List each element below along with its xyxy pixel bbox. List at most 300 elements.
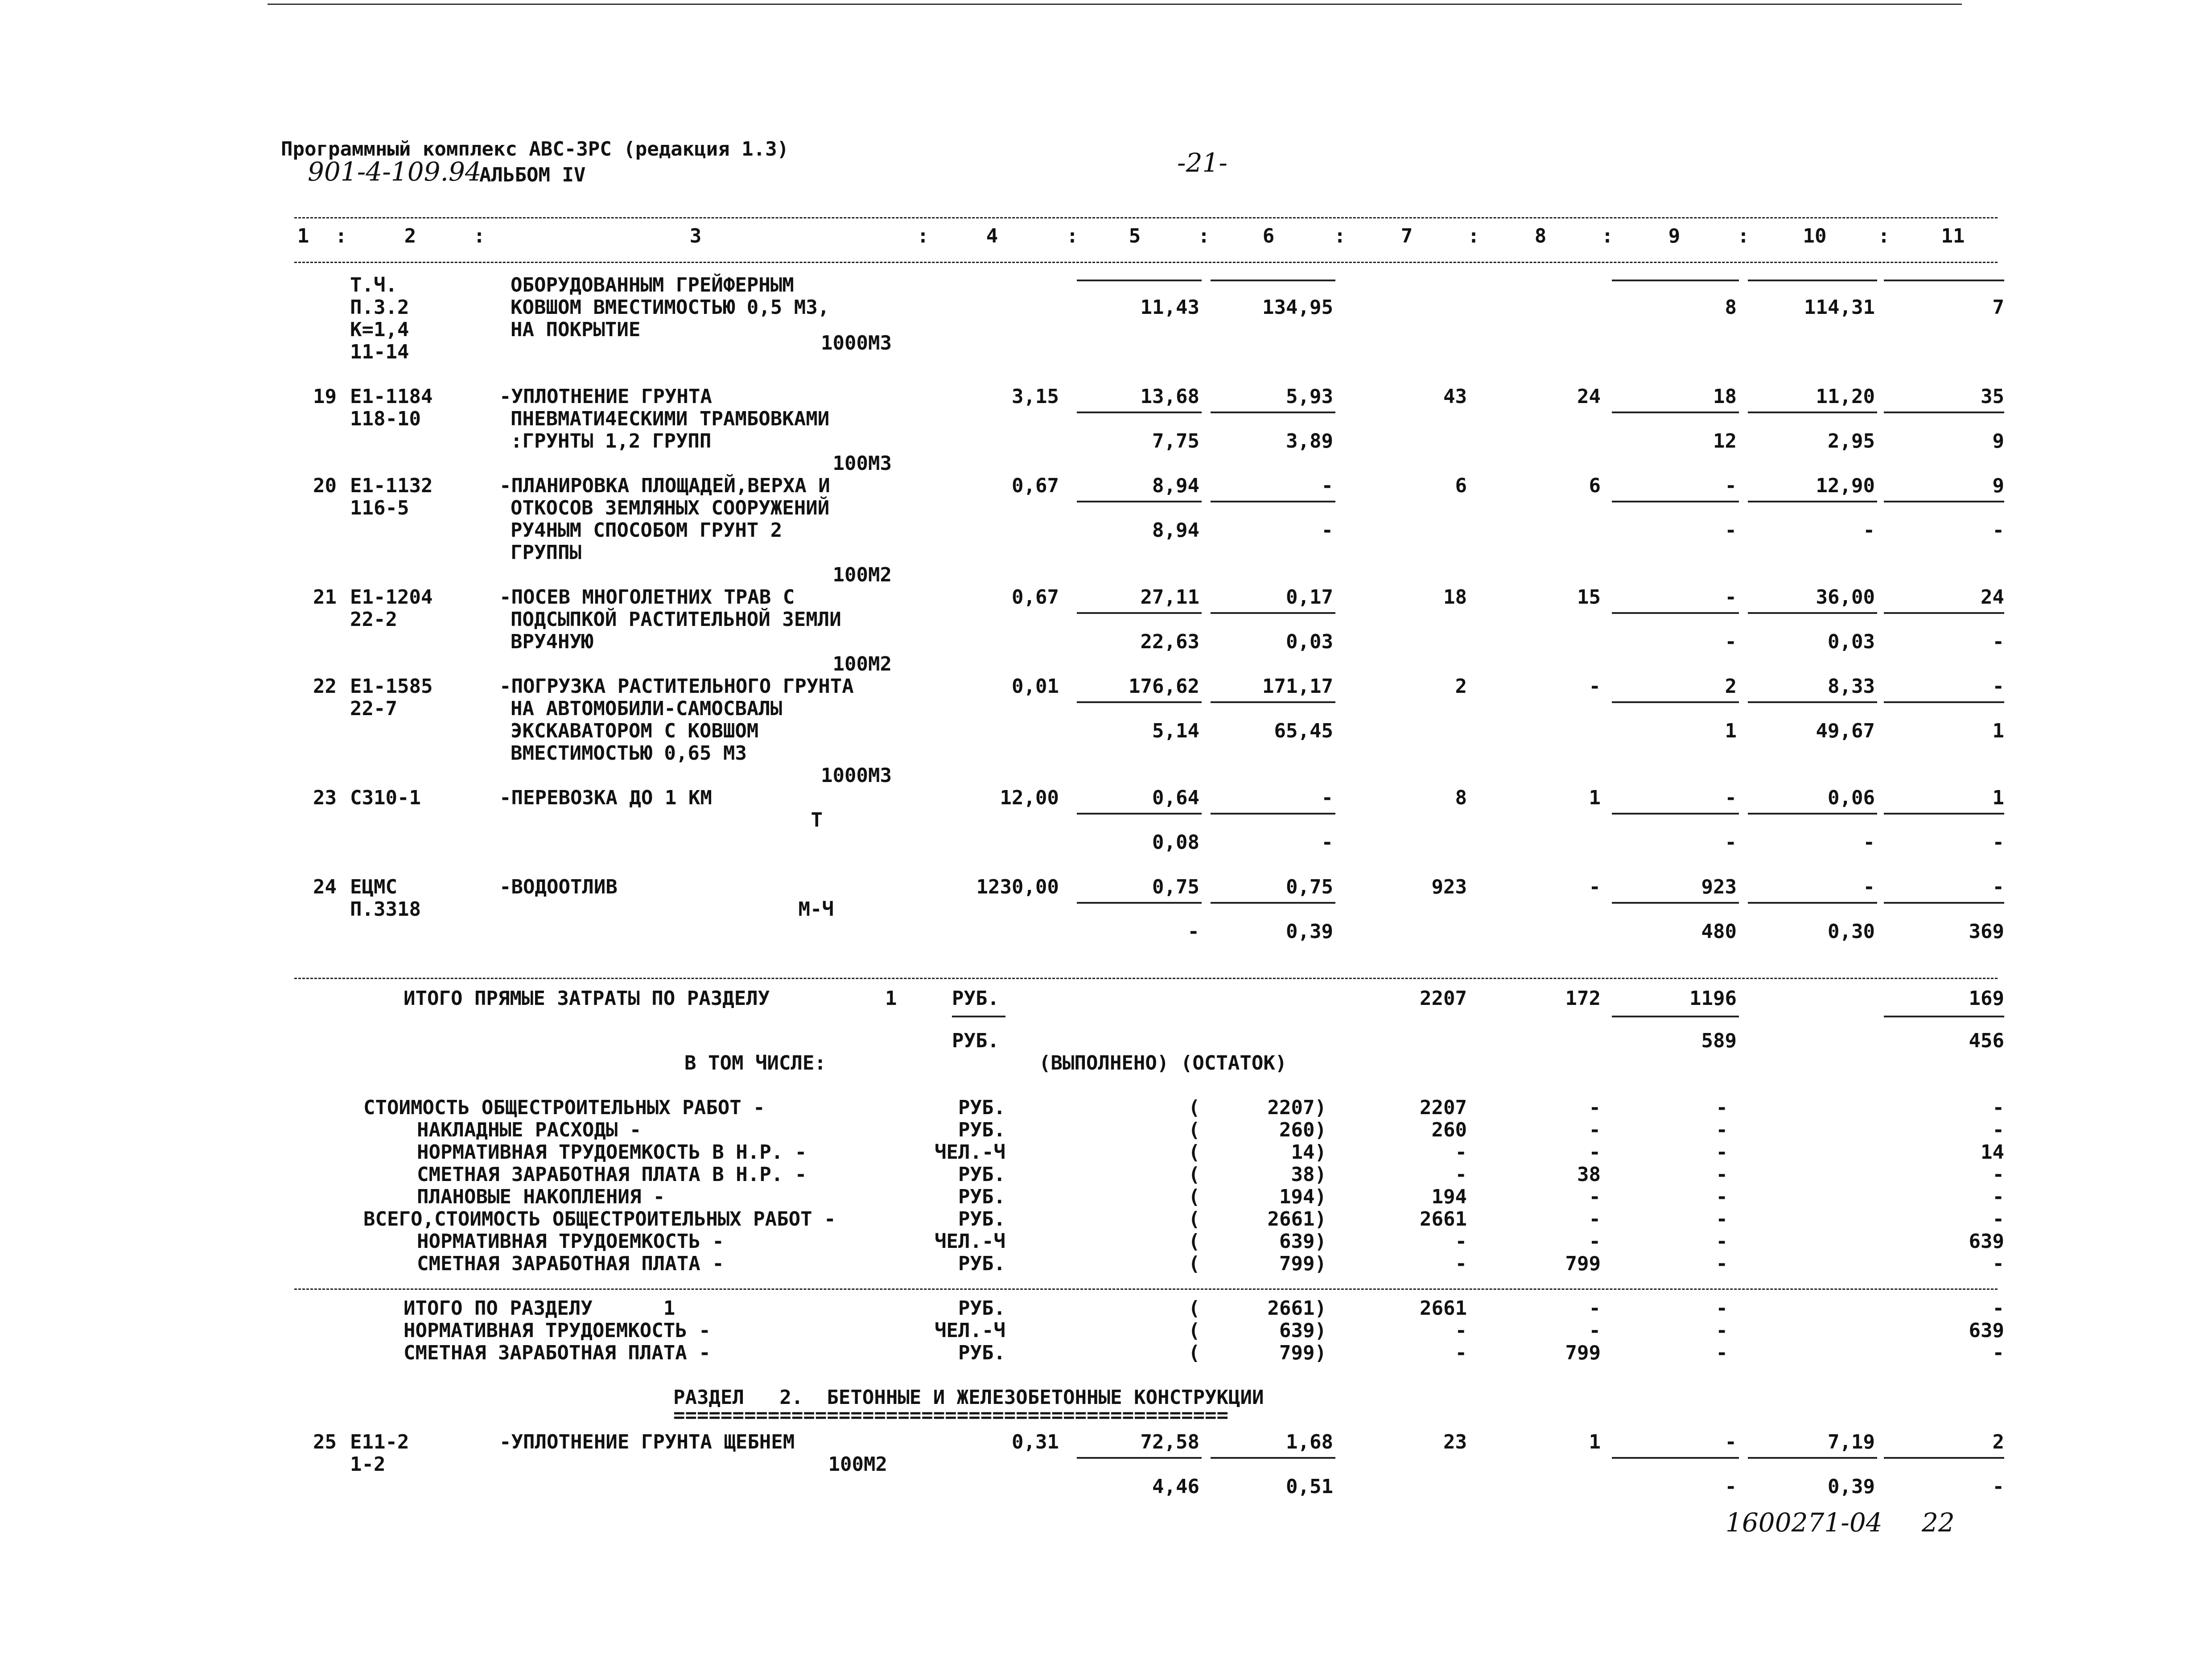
- value-c5-lower: 7,75: [1152, 430, 1199, 453]
- breakdown-c9: -: [1716, 1342, 1728, 1364]
- value-c6: 0,75: [1286, 876, 1333, 898]
- value-c7: 923: [1431, 876, 1467, 898]
- breakdown-label: СМЕТНАЯ ЗАРАБОТНАЯ ПЛАТА В Н.Р. -: [417, 1163, 807, 1186]
- breakdown-c9: -: [1716, 1319, 1728, 1342]
- value-c9-lower: 8: [1725, 296, 1737, 319]
- row-description: ЭКСКАВАТОРОМ С КОВШОМ: [511, 720, 759, 742]
- value-c10: 7,19: [1828, 1431, 1875, 1453]
- fraction-rule-c10: [1748, 1457, 1877, 1459]
- breakdown-paren: (: [1188, 1119, 1200, 1141]
- totals-label: ИТОГО ПРЯМЫЕ ЗАТРАТЫ ПО РАЗДЕЛУ: [404, 987, 770, 1010]
- breakdown-c7: -: [1455, 1342, 1467, 1364]
- totals-rule: [294, 978, 1998, 979]
- breakdown-c7: 2661: [1420, 1208, 1467, 1231]
- breakdown-c11: -: [1992, 1342, 2004, 1364]
- including-label: В ТОМ ЧИСЛЕ:: [684, 1052, 826, 1074]
- value-c5: 0,64: [1152, 786, 1199, 809]
- fraction-rule-c9: [1612, 612, 1739, 614]
- value-c4: 1230,00: [976, 876, 1059, 898]
- value-c7: 18: [1443, 586, 1467, 609]
- value-c8: 15: [1577, 586, 1601, 609]
- column-separator: :: [1878, 225, 1890, 247]
- fraction-rule-c5: [1077, 813, 1202, 815]
- breakdown-c11: -: [1992, 1185, 2004, 1208]
- breakdown-c9: -: [1716, 1096, 1728, 1119]
- value-c6-lower: 3,89: [1286, 430, 1333, 453]
- value-c6-lower: 0,03: [1286, 630, 1333, 653]
- row-unit: 100М2: [828, 1453, 887, 1476]
- value-c9: -: [1725, 474, 1737, 497]
- value-c4: 3,15: [1012, 385, 1059, 408]
- fraction-rule-c5: [1077, 412, 1202, 413]
- fraction-rule-c6: [1211, 902, 1335, 904]
- breakdown-unit: ЧЕЛ.-Ч: [935, 1230, 1005, 1253]
- breakdown-c7: 260: [1431, 1119, 1467, 1141]
- header-rule-top: [294, 217, 1998, 218]
- fraction-rule-c9: [1612, 902, 1739, 904]
- value-c6-lower: 0,51: [1286, 1475, 1333, 1498]
- row-description: ОТКОСОВ ЗЕМЛЯНЫХ СООРУЖЕНИЙ: [511, 497, 830, 519]
- breakdown-paren: (: [1188, 1096, 1200, 1119]
- column-separator: :: [917, 225, 929, 247]
- breakdown-done: 639): [1279, 1230, 1326, 1253]
- fraction-rule-c9: [1612, 280, 1739, 281]
- row-number: 19: [313, 385, 337, 408]
- row-unit: Т: [811, 809, 823, 831]
- breakdown-unit: РУБ.: [958, 1297, 1005, 1320]
- row-unit: 1000М3: [821, 764, 892, 787]
- breakdown-unit: ЧЕЛ.-Ч: [935, 1319, 1005, 1342]
- column-header-9: 9: [1668, 225, 1681, 247]
- row-code: Е1-1132: [350, 474, 433, 497]
- value-c9-lower: -: [1725, 630, 1737, 653]
- fraction-rule-c11: [1884, 612, 2004, 614]
- breakdown-unit: РУБ.: [958, 1208, 1005, 1231]
- breakdown-done: 260): [1279, 1119, 1326, 1141]
- value-c10: 12,90: [1816, 474, 1875, 497]
- value-c11: -: [1992, 675, 2004, 698]
- fraction-rule-c10: [1748, 902, 1877, 904]
- fraction-rule-c11: [1884, 701, 2004, 703]
- breakdown-done: 2207): [1267, 1096, 1326, 1119]
- row-number: 21: [313, 586, 337, 609]
- fraction-rule-c5: [1077, 612, 1202, 614]
- totals-rule-c9: [1612, 1016, 1739, 1017]
- row-code: П.3318: [350, 898, 421, 921]
- row-code: Е1-1204: [350, 586, 433, 609]
- value-c8: -: [1589, 675, 1601, 698]
- sheet-number: 22: [1922, 1507, 1955, 1538]
- breakdown-label: НОРМАТИВНАЯ ТРУДОЕМКОСТЬ -: [404, 1319, 711, 1342]
- breakdown-done: 194): [1279, 1185, 1326, 1208]
- breakdown-paren: (: [1188, 1319, 1200, 1342]
- breakdown-c7: -: [1455, 1230, 1467, 1253]
- fraction-rule-c9: [1612, 412, 1739, 413]
- row-description: НА ПОКРЫТИЕ: [511, 318, 641, 341]
- row-unit: 1000М3: [821, 332, 892, 354]
- value-c4: 0,31: [1012, 1431, 1059, 1453]
- fraction-rule-c6: [1211, 501, 1335, 502]
- footer-stamp: 1600271-04: [1726, 1507, 1882, 1538]
- breakdown-label: СМЕТНАЯ ЗАРАБОТНАЯ ПЛАТА -: [404, 1342, 711, 1364]
- value-c4: 0,67: [1012, 474, 1059, 497]
- breakdown-unit: РУБ.: [958, 1342, 1005, 1364]
- value-c5-lower: 8,94: [1152, 519, 1199, 542]
- column-separator: :: [1198, 225, 1210, 247]
- fraction-rule-c6: [1211, 701, 1335, 703]
- row-description: НА АВТОМОБИЛИ-САМОСВАЛЫ: [511, 697, 783, 720]
- value-c8: 6: [1589, 474, 1601, 497]
- value-c4: 0,67: [1012, 586, 1059, 609]
- column-header-10: 10: [1803, 225, 1827, 247]
- row-code: 22-7: [350, 697, 397, 720]
- value-c10-lower: -: [1863, 831, 1875, 854]
- fraction-rule-c5: [1077, 501, 1202, 502]
- breakdown-unit: ЧЕЛ.-Ч: [935, 1141, 1005, 1164]
- row-code: Е1-1184: [350, 385, 433, 408]
- fraction-rule-c11: [1884, 280, 2004, 281]
- breakdown-c9: -: [1716, 1297, 1728, 1320]
- value-c5: 72,58: [1140, 1431, 1199, 1453]
- fraction-rule-c9: [1612, 501, 1739, 502]
- fraction-rule-c11: [1884, 813, 2004, 815]
- row-unit: 100М3: [832, 452, 892, 475]
- row-code: 11-14: [350, 341, 409, 363]
- value-c6: -: [1321, 474, 1333, 497]
- row-description: -ПЛАНИРОВКА ПЛОЩАДЕЙ,ВЕРХА И: [499, 474, 830, 497]
- fraction-rule-c9: [1612, 701, 1739, 703]
- breakdown-unit: РУБ.: [958, 1096, 1005, 1119]
- row-description: ПОДСЫПКОЙ РАСТИТЕЛЬНОЙ ЗЕМЛИ: [511, 608, 841, 631]
- totals-rule-c11: [1884, 1016, 2004, 1017]
- breakdown-unit: РУБ.: [958, 1252, 1005, 1275]
- value-c6-lower: 134,95: [1262, 296, 1333, 319]
- breakdown-label: НОРМАТИВНАЯ ТРУДОЕМКОСТЬ В Н.Р. -: [417, 1141, 807, 1164]
- breakdown-paren: (: [1188, 1342, 1200, 1364]
- column-header-4: 4: [986, 225, 998, 247]
- row-description: РУ4НЫМ СПОСОБОМ ГРУНТ 2: [511, 519, 783, 542]
- value-c6-lower: -: [1321, 519, 1333, 542]
- value-c5: 0,75: [1152, 876, 1199, 898]
- breakdown-c7: -: [1455, 1319, 1467, 1342]
- breakdown-c8: 38: [1577, 1163, 1601, 1186]
- fraction-rule-c9: [1612, 1457, 1739, 1459]
- value-c5: 13,68: [1140, 385, 1199, 408]
- breakdown-unit: РУБ.: [958, 1163, 1005, 1186]
- breakdown-c8: -: [1589, 1319, 1601, 1342]
- breakdown-c7: 2661: [1420, 1297, 1467, 1320]
- value-c11-lower: -: [1992, 630, 2004, 653]
- value-c10-lower: 114,31: [1804, 296, 1875, 319]
- value-c11: 1: [1992, 786, 2004, 809]
- value-c11-lower: 9: [1992, 430, 2004, 453]
- value-c8: 1: [1589, 786, 1601, 809]
- value-c10: 11,20: [1816, 385, 1875, 408]
- breakdown-c8: -: [1589, 1208, 1601, 1231]
- row-description: ВРУ4НУЮ: [511, 630, 593, 653]
- breakdown-label: СМЕТНАЯ ЗАРАБОТНАЯ ПЛАТА -: [417, 1252, 724, 1275]
- totals-unit-rule: [952, 1016, 1005, 1017]
- breakdown-done: 799): [1279, 1252, 1326, 1275]
- value-c6-lower: 0,39: [1286, 920, 1333, 943]
- value-c7: 8: [1455, 786, 1467, 809]
- row-description: ОБОРУДОВАННЫМ ГРЕЙФЕРНЫМ: [511, 274, 794, 296]
- value-c5: 8,94: [1152, 474, 1199, 497]
- breakdown-paren: (: [1188, 1230, 1200, 1253]
- breakdown-c11: -: [1992, 1119, 2004, 1141]
- breakdown-done: 14): [1291, 1141, 1326, 1164]
- row-number: 23: [313, 786, 337, 809]
- breakdown-label: ИТОГО ПО РАЗДЕЛУ 1: [404, 1297, 676, 1320]
- fraction-rule-c5: [1077, 701, 1202, 703]
- fraction-rule-c11: [1884, 902, 2004, 904]
- value-c5-lower: 22,63: [1140, 630, 1199, 653]
- breakdown-c7: -: [1455, 1141, 1467, 1164]
- value-c5: 27,11: [1140, 586, 1199, 609]
- breakdown-c7: 194: [1431, 1185, 1467, 1208]
- row-description: -ПОГРУЗКА РАСТИТЕЛЬНОГО ГРУНТА: [499, 675, 854, 698]
- header-rule-bottom: [294, 262, 1998, 263]
- breakdown-c11: -: [1992, 1208, 2004, 1231]
- breakdown-c9: -: [1716, 1230, 1728, 1253]
- breakdown-label: НОРМАТИВНАЯ ТРУДОЕМКОСТЬ -: [417, 1230, 724, 1253]
- breakdown-unit: РУБ.: [958, 1185, 1005, 1208]
- value-c10: 36,00: [1816, 586, 1875, 609]
- value-c10-lower: -: [1863, 519, 1875, 542]
- fraction-rule-c6: [1211, 1457, 1335, 1459]
- breakdown-label: ВСЕГО,СТОИМОСТЬ ОБЩЕСТРОИТЕЛЬНЫХ РАБОТ -: [363, 1208, 836, 1231]
- fraction-rule-c9: [1612, 813, 1739, 815]
- breakdown-c9: -: [1716, 1208, 1728, 1231]
- value-c6-lower: -: [1321, 831, 1333, 854]
- breakdown-c8: -: [1589, 1185, 1601, 1208]
- fraction-rule-c10: [1748, 701, 1877, 703]
- fraction-rule-c11: [1884, 412, 2004, 413]
- breakdown-c9: -: [1716, 1252, 1728, 1275]
- fraction-rule-c5: [1077, 1457, 1202, 1459]
- row-description: -УПЛОТНЕНИЕ ГРУНТА: [499, 385, 712, 408]
- row-description: :ГРУНТЫ 1,2 ГРУПП: [511, 430, 712, 453]
- row-description: -ПЕРЕВОЗКА ДО 1 КМ: [499, 786, 712, 809]
- album-number: 901-4-109.94: [308, 156, 482, 187]
- value-c11-lower: -: [1992, 831, 2004, 854]
- fraction-rule-c6: [1211, 280, 1335, 281]
- breakdown-c11: 639: [1969, 1230, 2004, 1253]
- value-c10-lower: 0,39: [1828, 1475, 1875, 1498]
- totals-c7: 2207: [1420, 987, 1467, 1010]
- value-c10: 8,33: [1828, 675, 1875, 698]
- row-unit: 100М2: [832, 653, 892, 675]
- totals-unit-2: РУБ.: [952, 1029, 999, 1052]
- value-c10: 0,06: [1828, 786, 1875, 809]
- row-description: ГРУППЫ: [511, 541, 581, 564]
- column-header-7: 7: [1401, 225, 1413, 247]
- section-2-underline: ===============================================: [673, 1404, 1229, 1427]
- value-c7: 43: [1443, 385, 1467, 408]
- row-code: С310-1: [350, 786, 421, 809]
- column-separator: :: [1737, 225, 1750, 247]
- breakdown-done: 639): [1279, 1319, 1326, 1342]
- breakdown-c8: -: [1589, 1096, 1601, 1119]
- value-c6-lower: 65,45: [1274, 720, 1333, 742]
- value-c10: -: [1863, 876, 1875, 898]
- value-c6: 5,93: [1286, 385, 1333, 408]
- breakdown-c9: -: [1716, 1185, 1728, 1208]
- column-header-5: 5: [1129, 225, 1141, 247]
- breakdown-label: ПЛАНОВЫЕ НАКОПЛЕНИЯ -: [417, 1185, 665, 1208]
- value-c9-lower: -: [1725, 1475, 1737, 1498]
- breakdown-paren: (: [1188, 1185, 1200, 1208]
- breakdown-done: 2661): [1267, 1297, 1326, 1320]
- value-c5-lower: 11,43: [1140, 296, 1199, 319]
- column-header-2: 2: [404, 225, 416, 247]
- value-c5-lower: 5,14: [1152, 720, 1199, 742]
- fraction-rule-c10: [1748, 501, 1877, 502]
- breakdown-done: 2661): [1267, 1208, 1326, 1231]
- row-unit: 100М2: [832, 564, 892, 586]
- album-label: АЛЬБОМ IV: [479, 164, 586, 186]
- column-separator: :: [473, 225, 486, 247]
- breakdown-paren: (: [1188, 1141, 1200, 1164]
- totals-c9: 1196: [1689, 987, 1737, 1010]
- value-c6: 171,17: [1262, 675, 1333, 698]
- value-c8: 24: [1577, 385, 1601, 408]
- column-separator: :: [1601, 225, 1614, 247]
- value-c11: 24: [1981, 586, 2004, 609]
- row-code: 1-2: [350, 1453, 386, 1476]
- fraction-rule-c10: [1748, 412, 1877, 413]
- top-rule: [268, 4, 1962, 5]
- value-c10-lower: 2,95: [1828, 430, 1875, 453]
- row-code: 22-2: [350, 608, 397, 631]
- breakdown-done: 799): [1279, 1342, 1326, 1364]
- page-number: -21-: [1177, 148, 1228, 178]
- row-code: 118-10: [350, 407, 421, 430]
- breakdown-c8: 799: [1565, 1342, 1601, 1364]
- breakdown-c9: -: [1716, 1141, 1728, 1164]
- breakdown-c8: -: [1589, 1297, 1601, 1320]
- value-c11: 35: [1981, 385, 2004, 408]
- column-separator: :: [1467, 225, 1480, 247]
- value-c9-lower: -: [1725, 831, 1737, 854]
- column-separator: :: [1066, 225, 1079, 247]
- totals-section: 1: [885, 987, 897, 1010]
- value-c9-lower: -: [1725, 519, 1737, 542]
- section-totals-rule: [294, 1288, 1998, 1290]
- fraction-rule-c10: [1748, 612, 1877, 614]
- row-code: Е11-2: [350, 1431, 409, 1453]
- column-header-8: 8: [1534, 225, 1547, 247]
- fraction-rule-c10: [1748, 813, 1877, 815]
- column-header-1: 1: [297, 225, 309, 247]
- breakdown-c8: -: [1589, 1141, 1601, 1164]
- section-2-title: РАЗДЕЛ 2. БЕТОННЫЕ И ЖЕЛЕЗОБЕТОННЫЕ КОНСТРУКЦИИ: [673, 1386, 1264, 1409]
- fraction-rule-c5: [1077, 280, 1202, 281]
- row-code: П.3.2: [350, 296, 409, 319]
- value-c6: -: [1321, 786, 1333, 809]
- value-c5-lower: -: [1187, 920, 1199, 943]
- breakdown-c8: 799: [1565, 1252, 1601, 1275]
- fraction-rule-c11: [1884, 501, 2004, 502]
- breakdown-c11: -: [1992, 1252, 2004, 1275]
- breakdown-c11: -: [1992, 1096, 2004, 1119]
- totals-c9-lower: 589: [1701, 1029, 1737, 1052]
- fraction-rule-c6: [1211, 813, 1335, 815]
- row-code: Т.Ч.: [350, 274, 397, 296]
- breakdown-paren: (: [1188, 1297, 1200, 1320]
- row-unit: М-Ч: [798, 898, 834, 921]
- breakdown-paren: (: [1188, 1208, 1200, 1231]
- value-c9: -: [1725, 1431, 1737, 1453]
- breakdown-unit: РУБ.: [958, 1119, 1005, 1141]
- breakdown-c7: -: [1455, 1163, 1467, 1186]
- row-description: КОВШОМ ВМЕСТИМОСТЬЮ 0,5 М3,: [511, 296, 830, 319]
- fraction-rule-c11: [1884, 1457, 2004, 1459]
- value-c9: -: [1725, 586, 1737, 609]
- column-separator: :: [1334, 225, 1346, 247]
- value-c4: 0,01: [1012, 675, 1059, 698]
- row-code: К=1,4: [350, 318, 409, 341]
- row-description: -УПЛОТНЕНИЕ ГРУНТА ЩЕБНЕМ: [499, 1431, 795, 1453]
- row-number: 20: [313, 474, 337, 497]
- breakdown-c11: -: [1992, 1297, 2004, 1320]
- breakdown-c11: 639: [1969, 1319, 2004, 1342]
- done-remaining-label: (ВЫПОЛНЕНО) (ОСТАТОК): [1039, 1052, 1287, 1074]
- fraction-rule-c10: [1748, 280, 1877, 281]
- value-c9: 923: [1701, 876, 1737, 898]
- row-description: ВМЕСТИМОСТЬЮ 0,65 М3: [511, 742, 747, 765]
- fraction-rule-c6: [1211, 412, 1335, 413]
- row-code: Е1-1585: [350, 675, 433, 698]
- totals-c8: 172: [1565, 987, 1601, 1010]
- column-separator: :: [335, 225, 347, 247]
- value-c11-lower: 1: [1992, 720, 2004, 742]
- row-description: -ВОДООТЛИВ: [499, 876, 618, 898]
- value-c4: 12,00: [1000, 786, 1059, 809]
- row-number: 24: [313, 876, 337, 898]
- breakdown-c8: -: [1589, 1119, 1601, 1141]
- value-c8: -: [1589, 876, 1601, 898]
- column-header-6: 6: [1262, 225, 1275, 247]
- breakdown-paren: (: [1188, 1163, 1200, 1186]
- value-c9: 2: [1725, 675, 1737, 698]
- row-description: ПНЕВМАТИ4ЕСКИМИ ТРАМБОВКАМИ: [511, 407, 830, 430]
- value-c11-lower: 7: [1992, 296, 2004, 319]
- totals-c11-lower: 456: [1969, 1029, 2004, 1052]
- value-c7: 6: [1455, 474, 1467, 497]
- value-c11: 9: [1992, 474, 2004, 497]
- value-c11: -: [1992, 876, 2004, 898]
- value-c5: 176,62: [1129, 675, 1199, 698]
- breakdown-c11: 14: [1981, 1141, 2004, 1164]
- value-c10-lower: 0,30: [1828, 920, 1875, 943]
- row-code: 116-5: [350, 497, 409, 519]
- value-c11-lower: -: [1992, 519, 2004, 542]
- value-c9-lower: 12: [1713, 430, 1737, 453]
- breakdown-done: 38): [1291, 1163, 1326, 1186]
- value-c10-lower: 0,03: [1828, 630, 1875, 653]
- breakdown-c7: -: [1455, 1252, 1467, 1275]
- row-code: ЕЦМС: [350, 876, 397, 898]
- row-number: 25: [313, 1431, 337, 1453]
- breakdown-c9: -: [1716, 1163, 1728, 1186]
- breakdown-c7: 2207: [1420, 1096, 1467, 1119]
- value-c11-lower: 369: [1969, 920, 2004, 943]
- value-c7: 23: [1443, 1431, 1467, 1453]
- fraction-rule-c5: [1077, 902, 1202, 904]
- breakdown-label: НАКЛАДНЫЕ РАСХОДЫ -: [417, 1119, 642, 1141]
- value-c8: 1: [1589, 1431, 1601, 1453]
